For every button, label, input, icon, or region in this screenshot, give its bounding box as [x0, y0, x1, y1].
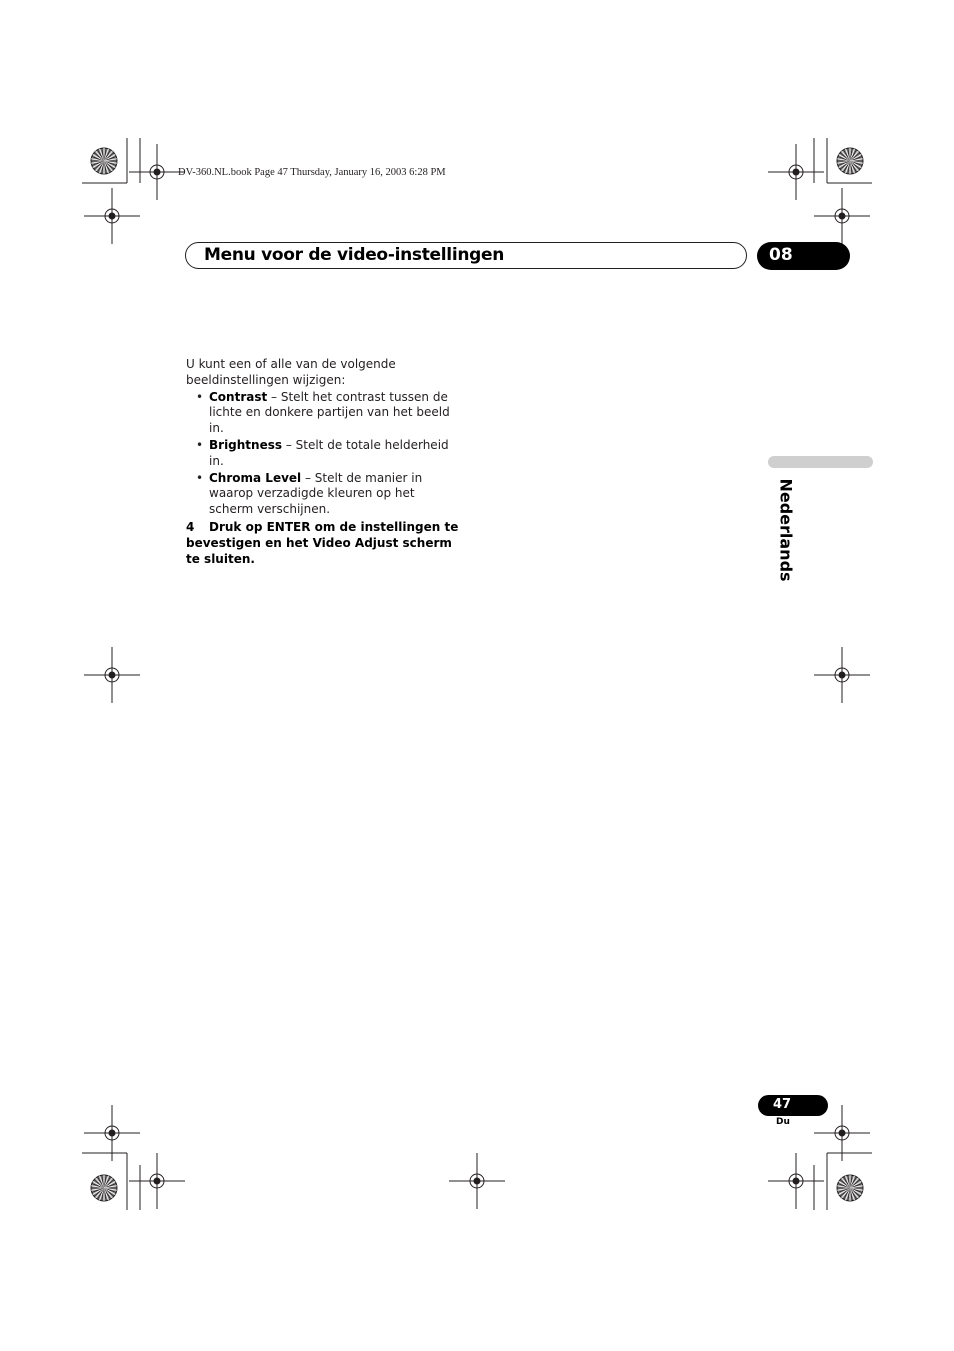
registration-target-icon — [814, 647, 870, 703]
bullet-icon: • — [196, 437, 204, 452]
registration-target-icon — [129, 144, 185, 200]
language-tab-bar — [768, 456, 873, 468]
registration-target-icon — [129, 1153, 185, 1209]
bullet-icon: • — [196, 389, 204, 404]
registration-target-icon — [84, 188, 140, 244]
print-file-info: DV-360.NL.book Page 47 Thursday, January 16, 2003 6:28 PM — [178, 167, 446, 178]
color-starburst-icon — [837, 148, 863, 174]
list-item — [186, 471, 461, 518]
page-number-badge — [758, 1095, 828, 1116]
registration-target-icon — [768, 144, 824, 200]
registration-target-icon — [768, 1153, 824, 1209]
registration-target-icon — [84, 1105, 140, 1161]
section-title: Menu voor de video-instellingen — [204, 245, 505, 265]
main-text-column — [186, 357, 461, 567]
bullet-description: – Stelt het contrast tussen de lichte en donkere partijen van het beeld in. — [209, 389, 450, 436]
intro-paragraph: U kunt een of alle van de volgende beeldinstellingen wijzigen: — [186, 357, 396, 387]
bullet-icon: • — [196, 470, 204, 485]
bullet-term: Brightness — [209, 437, 283, 452]
chapter-badge — [757, 242, 850, 270]
section-title-bar — [185, 242, 747, 269]
bullet-description: – Stelt de manier in waarop verzadigde kleuren op het scherm verschijnen. — [209, 470, 423, 517]
step-text: Druk op ENTER om de instellingen te bevestigen en het Video Adjust scherm te sluiten. — [186, 519, 459, 566]
registration-target-icon — [84, 647, 140, 703]
list-item — [186, 390, 461, 437]
language-tab-label: Nederlands — [776, 478, 796, 582]
color-starburst-icon — [837, 1175, 863, 1201]
step-instruction — [186, 520, 461, 567]
step-number: 4 — [186, 519, 195, 534]
page-number: 47 — [772, 1097, 792, 1112]
registration-target-icon — [449, 1153, 505, 1209]
bullet-term: Contrast — [209, 389, 268, 404]
color-starburst-icon — [91, 1175, 117, 1201]
registration-target-icon — [814, 188, 870, 244]
bullet-description: – Stelt de totale helderheid in. — [209, 437, 449, 468]
page-language-code: Du — [776, 1117, 790, 1127]
list-item — [186, 438, 461, 470]
color-starburst-icon — [91, 148, 117, 174]
chapter-number: 08 — [769, 245, 793, 265]
settings-list — [186, 390, 461, 518]
bullet-term: Chroma Level — [209, 470, 302, 485]
